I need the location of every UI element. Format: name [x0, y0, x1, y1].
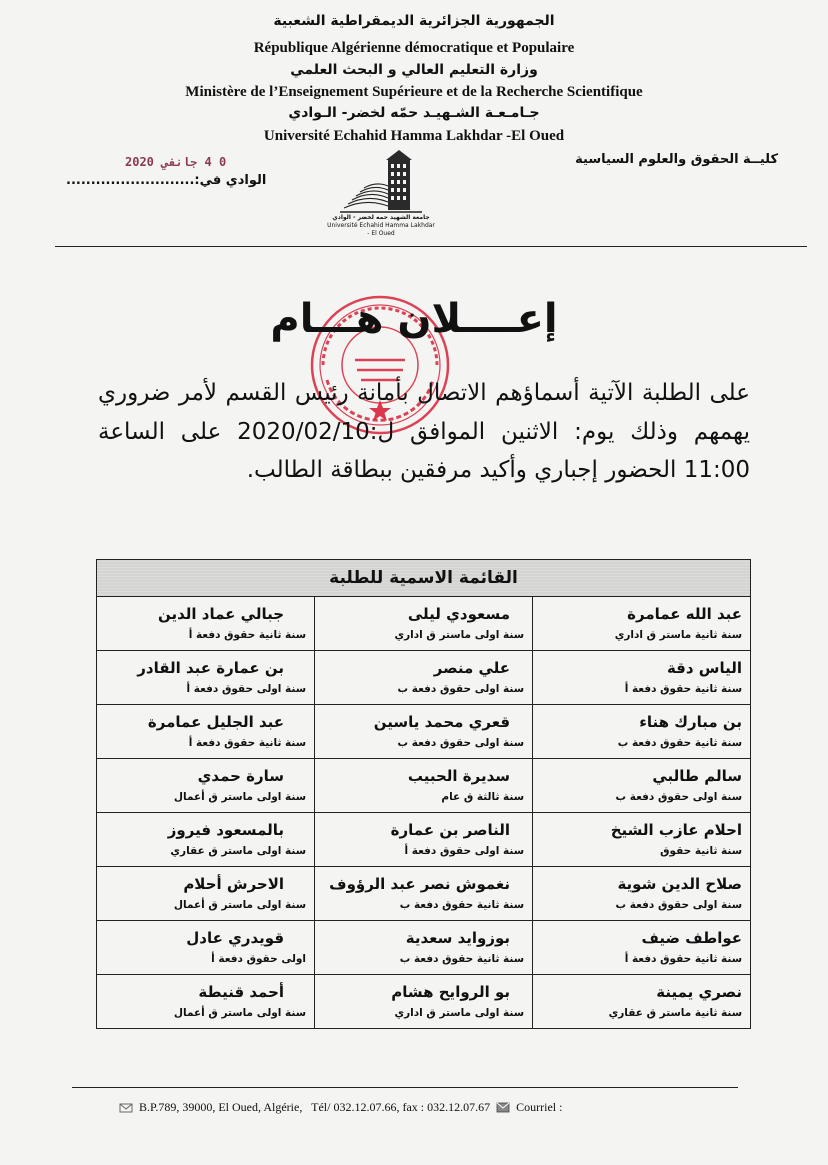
student-name: سالم طالبي: [652, 766, 743, 785]
student-name: مسعودي ليلى: [407, 604, 511, 623]
student-name: عبد الله عمامرة: [627, 604, 743, 623]
student-cell: [315, 597, 533, 651]
student-cell: [97, 759, 315, 813]
notice-title: إعــــلان هـــام: [270, 296, 558, 342]
student-level: سنة اولى حقوق دفعة ب: [397, 736, 525, 749]
student-level: سنة اولى ماستر ق اداري: [394, 628, 525, 641]
student-level: سنة اولى حقوق دفعة أ: [186, 682, 307, 695]
student-level: سنة اولى حقوق دفعة أ: [404, 844, 525, 857]
student-cell: [533, 651, 751, 705]
student-name: بو الروايح هشام: [391, 982, 511, 1001]
table-row: [97, 651, 751, 705]
student-name: نصري يمينة: [656, 982, 743, 1001]
student-level: سنة ثانية حقوق دفعة أ: [188, 736, 307, 749]
student-name: بوزوايد سعدية: [405, 928, 511, 947]
email-icon: [496, 1101, 510, 1113]
republic-fr: République Algérienne démocratique et Populaire: [253, 40, 575, 56]
student-cell: [533, 867, 751, 921]
student-cell: [97, 813, 315, 867]
student-cell: [97, 975, 315, 1029]
student-cell: [533, 597, 751, 651]
student-cell: [315, 867, 533, 921]
student-level: سنة اولى ماستر ق اداري: [394, 1006, 525, 1019]
logo-caption-fr: Université Echahid Hamma Lakhdar - El Oued: [327, 221, 435, 237]
logo-caption-ar: جامعة الشهيد حمه لخضر - الوادي: [332, 214, 430, 221]
student-level: سنة ثانية حقوق دفعة أ: [188, 628, 307, 641]
student-name: أحمد قنيطة: [198, 982, 285, 1001]
student-level: سنة اولى حقوق دفعة ب: [615, 898, 743, 911]
student-cell: [533, 705, 751, 759]
ministry-ar: وزارة التعليم العالي و البحث العلمي: [290, 62, 538, 78]
university-fr: Université Echahid Hamma Lakhdar -El Oued: [263, 128, 565, 144]
table-row: [97, 867, 751, 921]
student-name: عبد الجليل عمامرة: [147, 712, 285, 731]
student-cell: [97, 867, 315, 921]
table-row: [97, 705, 751, 759]
student-level: سنة ثانية حقوق دفعة ب: [399, 952, 525, 965]
table-row: [97, 921, 751, 975]
student-cell: [315, 705, 533, 759]
logo-caption: [326, 214, 436, 237]
mailbox-icon: [119, 1101, 133, 1113]
student-level: سنة ثانية حقوق دفعة ب: [399, 898, 525, 911]
student-cell: [315, 975, 533, 1029]
student-level: سنة اولى ماستر ق أعمال: [173, 1006, 307, 1019]
student-name: الياس دقة: [666, 658, 743, 677]
student-name: قويدري عادل: [186, 928, 285, 947]
table-title: القائمة الاسمية للطلبة: [97, 560, 751, 597]
student-name: علي منصر: [433, 658, 511, 677]
student-level: سنة ثانية حقوق دفعة أ: [624, 952, 743, 965]
notice-body: على الطلبة الآتية أسماؤهم الاتصال بأمانة رئيس القسم لأمر ضروري يهمهم وذلك يوم: الاثنين الموافق ل:2020/02/10 على الساعة 11:00 الحضور إجباري وأكيد مرفقين ببطاقة الطالب.: [98, 380, 751, 483]
date-stamp: 0 4 جانفي 2020: [125, 155, 227, 169]
university-ar: جـامـعـة الشـهيـد حمّه لخضر- الـوادي: [288, 105, 540, 121]
student-name: سديرة الحبيب: [407, 766, 511, 785]
student-cell: [533, 759, 751, 813]
student-level: سنة ثانية ماستر ق عقاري: [608, 1006, 743, 1019]
student-level: سنة اولى ماستر ق أعمال: [173, 790, 307, 803]
student-cell: [97, 597, 315, 651]
student-name: بالمسعود فيروز: [167, 820, 285, 839]
student-cell: [97, 921, 315, 975]
student-level: سنة ثانية حقوق: [660, 844, 743, 857]
table-row: [97, 813, 751, 867]
student-name: نغموش نصر عبد الرؤوف: [329, 874, 511, 893]
student-level: سنة اولى ماستر ق عقاري: [170, 844, 307, 857]
student-level: سنة ثانية حقوق دفعة ب: [617, 736, 743, 749]
footer-divider: [72, 1087, 738, 1088]
table-row: [97, 597, 751, 651]
student-level: سنة ثانية ماستر ق اداري: [614, 628, 743, 641]
faculty-name: كليــة الحقوق والعلوم السياسية: [575, 152, 778, 167]
ministry-fr: Ministère de l’Enseignement Supérieure et de la Recherche Scientifique: [185, 84, 643, 100]
student-name: بن مبارك هناء: [639, 712, 743, 731]
student-cell: [315, 813, 533, 867]
student-cell: [533, 975, 751, 1029]
student-cell: [533, 921, 751, 975]
student-level: سنة اولى حقوق دفعة ب: [615, 790, 743, 803]
footer-contact: [116, 1100, 562, 1115]
student-name: صلاح الدين شوية: [617, 874, 743, 893]
student-name: الناصر بن عمارة: [390, 820, 511, 839]
student-cell: [315, 651, 533, 705]
student-level: سنة اولى ماستر ق أعمال: [173, 898, 307, 911]
footer-email-label: Courriel :: [516, 1100, 563, 1114]
student-name: الاحرش أحلام: [183, 874, 285, 893]
student-level: سنة اولى حقوق دفعة ب: [397, 682, 525, 695]
header-divider: [55, 246, 807, 247]
table-row: [97, 975, 751, 1029]
footer-phone-fax: Tél/ 032.12.07.66, fax : 032.12.07.67: [311, 1100, 491, 1114]
student-level: سنة ثانية حقوق دفعة أ: [624, 682, 743, 695]
table-body: [97, 597, 751, 1029]
republic-ar: الجمهورية الجزائرية الديمقراطية الشعبية: [273, 13, 555, 29]
student-name: قعري محمد ياسين: [373, 712, 511, 731]
student-cell: [97, 651, 315, 705]
student-name: سارة حمدي: [197, 766, 285, 785]
table-row: [97, 759, 751, 813]
student-level: اولى حقوق دفعة أ: [211, 952, 307, 965]
student-cell: [315, 921, 533, 975]
table-header-row: [97, 560, 751, 597]
student-name: احلام عازب الشيخ: [610, 820, 743, 839]
student-level: سنة ثالثة ق عام: [441, 790, 525, 803]
footer-address: B.P.789, 39000, El Oued, Algérie,: [139, 1100, 303, 1114]
student-cell: [315, 759, 533, 813]
student-cell: [97, 705, 315, 759]
student-list-table: [96, 559, 751, 1029]
student-cell: [533, 813, 751, 867]
student-name: بن عمارة عبد القادر: [137, 658, 285, 677]
place-date-field: الوادي في:..........................: [66, 173, 267, 188]
student-name: جبالي عماد الدين: [158, 604, 285, 623]
student-name: عواطف ضيف: [641, 928, 743, 947]
